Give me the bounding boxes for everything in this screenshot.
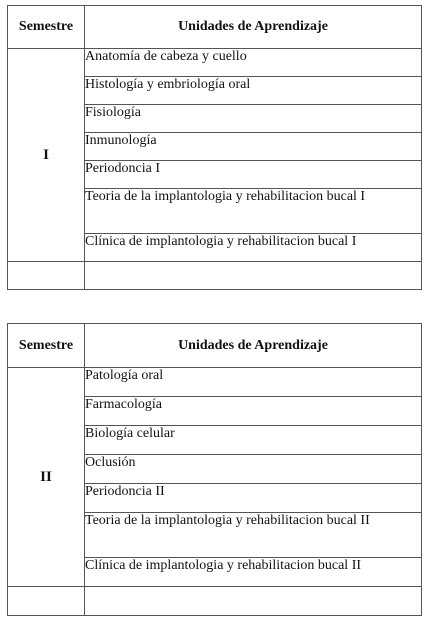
unit-item: Periodoncia II xyxy=(85,484,422,513)
empty-cell xyxy=(8,587,85,616)
unit-item: Farmacología xyxy=(85,397,422,426)
header-semester: Semestre xyxy=(8,324,85,368)
unit-item: Clínica de implantologia y rehabilitacion bucal I xyxy=(85,234,422,262)
curriculum-table-semester-2 xyxy=(7,323,422,616)
unit-item: Oclusión xyxy=(85,455,422,484)
header-units: Unidades de Aprendizaje xyxy=(85,6,422,49)
empty-cell xyxy=(8,262,85,290)
unit-item: Clínica de implantologia y rehabilitacion bucal II xyxy=(85,558,422,587)
unit-item: Periodoncia I xyxy=(85,161,422,189)
unit-item: Teoria de la implantologia y rehabilitacion bucal I xyxy=(85,189,422,234)
empty-cell xyxy=(85,587,422,616)
unit-item: Teoria de la implantologia y rehabilitacion bucal II xyxy=(85,513,422,558)
semester-label: II xyxy=(8,368,85,587)
unit-item: Anatomía de cabeza y cuello xyxy=(85,49,422,77)
semester-label: I xyxy=(8,49,85,262)
curriculum-table-semester-1 xyxy=(7,5,422,290)
unit-item: Biología celular xyxy=(85,426,422,455)
unit-item: Fisiología xyxy=(85,105,422,133)
unit-item: Patología oral xyxy=(85,368,422,397)
header-units: Unidades de Aprendizaje xyxy=(85,324,422,368)
header-semester: Semestre xyxy=(8,6,85,49)
empty-cell xyxy=(85,262,422,290)
unit-item: Inmunología xyxy=(85,133,422,161)
unit-item: Histología y embriología oral xyxy=(85,77,422,105)
